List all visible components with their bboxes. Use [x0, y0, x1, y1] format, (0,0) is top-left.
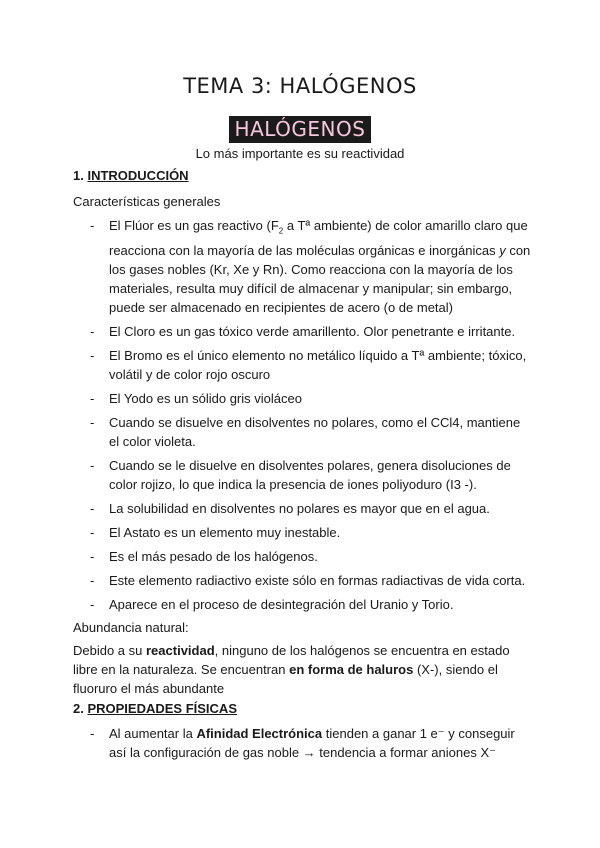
dash-marker: - [90, 524, 95, 540]
dash-marker: - [90, 500, 95, 516]
item-text: La solubilidad en disolventes no polares es mayor que en el agua. [109, 500, 490, 516]
list-item [73, 389, 533, 408]
characteristics-list [73, 216, 533, 619]
dash-marker: - [90, 572, 95, 588]
bold-text: en forma de haluros [289, 662, 414, 677]
banner-container [0, 116, 600, 143]
page-title: TEMA 3: HALÓGENOS [183, 74, 417, 98]
item-text: Es el más pesado de los halógenos. [109, 548, 318, 564]
italic-word: y [499, 242, 506, 258]
item-text-part: a Tª ambiente) de color amarillo claro que reacciona con la mayoría de las moléculas orgánicas e inorgánicas [109, 218, 528, 258]
dash-marker: - [90, 548, 95, 564]
dash-marker: - [90, 347, 95, 363]
banner-heading: HALÓGENOS [229, 116, 372, 143]
properties-list [73, 724, 533, 767]
paragraph-text: Debido a su [73, 643, 146, 658]
list-item [73, 322, 533, 341]
item-text-part: tienden a ganar 1 e⁻ y conseguir así la configuración de gas noble → tendencia a formar aniones X⁻ [109, 726, 515, 760]
item-text: El Yodo es un sólido gris violáceo [109, 390, 302, 406]
item-text: Cuando se disuelve en disolventes no polares, como el CCl4, mantiene el color violeta. [109, 414, 521, 449]
list-item [73, 547, 533, 566]
section-number: 2. [73, 701, 84, 716]
dash-marker: - [90, 218, 95, 233]
list-item [73, 216, 533, 317]
section-number: 1. [73, 168, 84, 183]
dash-marker: - [90, 414, 95, 430]
dash-marker: - [90, 323, 95, 339]
item-text-part: El Flúor es un gas reactivo (F [109, 218, 279, 233]
item-text: El Cloro es un gas tóxico verde amarillento. Olor penetrante e irritante. [109, 323, 516, 339]
abundance-paragraph [73, 641, 533, 698]
bold-text: reactividad [146, 643, 215, 658]
dash-marker: - [90, 390, 95, 406]
item-text: Este elemento radiactivo existe sólo en formas radiactivas de vida corta. [109, 572, 526, 588]
subsection-label: Características generales [73, 194, 221, 209]
section-title: PROPIEDADES FÍSICAS [87, 701, 237, 716]
item-text-part: con los gases nobles (Kr, Xe y Rn). Como reacciona con la mayoría de los materiales, resulta muy difícil de almacenar y manipular; sin embargo, puede ser almacenado en recipientes de acero (o de metal) [109, 242, 531, 315]
abundance-label: Abundancia natural: [73, 620, 189, 635]
item-text: Aparece en el proceso de desintegración del Uranio y Torio. [109, 596, 454, 612]
item-text: El Astato es un elemento muy inestable. [109, 524, 341, 540]
paragraph-text: (X-), siendo el fluoruro el más abundante [73, 662, 498, 696]
dash-marker: - [90, 457, 95, 473]
list-item [73, 724, 533, 762]
section-title: INTRODUCCIÓN [87, 168, 189, 183]
section-heading-propiedades [73, 701, 237, 716]
item-text: El Bromo es el único elemento no metálico líquido a Tª ambiente; tóxico, volátil y de color rojo oscuro [109, 347, 527, 382]
list-item [73, 456, 533, 494]
dash-marker: - [90, 726, 95, 741]
list-item [73, 571, 533, 590]
list-item [73, 595, 533, 614]
paragraph-text: , ninguno de los halógenos se encuentra en estado libre en la naturaleza. Se encuentran [73, 643, 510, 677]
subtitle: Lo más importante es su reactividad [195, 146, 405, 161]
list-item [73, 413, 533, 451]
bold-text: Afinidad Electrónica [196, 726, 323, 741]
list-item [73, 523, 533, 542]
list-item [73, 346, 533, 384]
section-heading-introduccion [73, 168, 189, 183]
dash-marker: - [90, 596, 95, 612]
item-text: Cuando se le disuelve en disolventes polares, genera disoluciones de color rojizo, lo que indica la presencia de iones poliyoduro (I3 -). [109, 457, 511, 492]
list-item [73, 499, 533, 518]
subscript: 2 [278, 226, 284, 236]
item-text-part: Al aumentar la [109, 726, 197, 741]
